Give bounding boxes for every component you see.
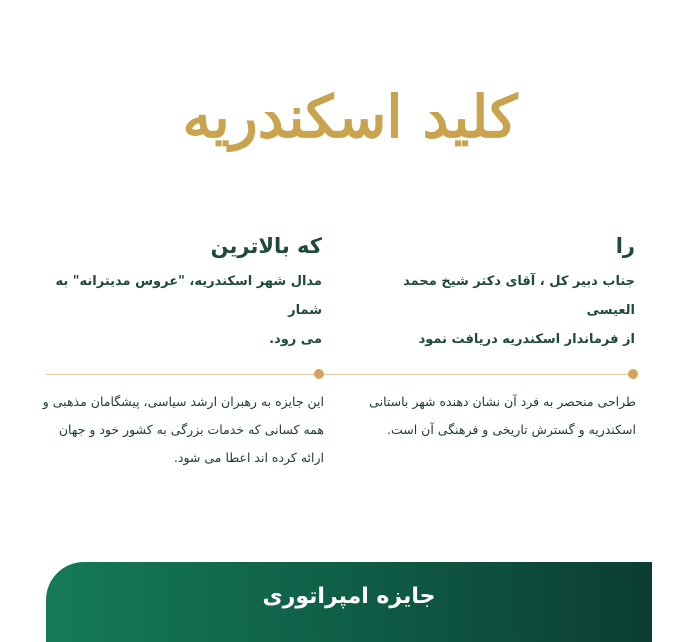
left-section xyxy=(40,236,322,354)
left-heading: که بالاترین xyxy=(210,234,322,258)
right-desc-line1: جناب دبیر کل ، آقای دکتر شیخ محمد العیسی xyxy=(403,274,635,318)
left-desc-line2: می رود. xyxy=(269,332,322,347)
right-paragraph-line2: اسکندریه و گسترش تاریخی و فرهنگی آن است. xyxy=(386,422,636,437)
left-desc-line1: مدال شهر اسکندریه، "عروس مدیترانه" به شمار xyxy=(55,274,322,318)
right-section xyxy=(355,236,635,354)
right-heading: را xyxy=(615,234,635,258)
timeline-dot-right xyxy=(628,369,638,379)
right-paragraph xyxy=(351,388,636,444)
footer-banner xyxy=(46,562,652,642)
right-desc-line2: از فرماندار اسکندریه دریافت نمود xyxy=(418,332,635,347)
page-title: کلید اسکندریه xyxy=(182,83,518,151)
left-paragraph-line3: ارائه کرده اند اعطا می شود. xyxy=(173,450,324,465)
left-paragraph-line1: این جایزه به رهبران ارشد سیاسی، پیشگامان مذهبی و xyxy=(42,394,324,409)
timeline-divider xyxy=(46,374,636,375)
right-paragraph-line1: طراحی منحصر به فرد آن نشان دهنده شهر باستانی xyxy=(369,394,636,409)
timeline-dot-center xyxy=(314,369,324,379)
left-paragraph xyxy=(39,388,324,472)
left-paragraph-line2: همه کسانی که خدمات بزرگی به کشور خود و جهان xyxy=(58,422,324,437)
banner-title: جایزه امپراتوری xyxy=(262,584,436,609)
